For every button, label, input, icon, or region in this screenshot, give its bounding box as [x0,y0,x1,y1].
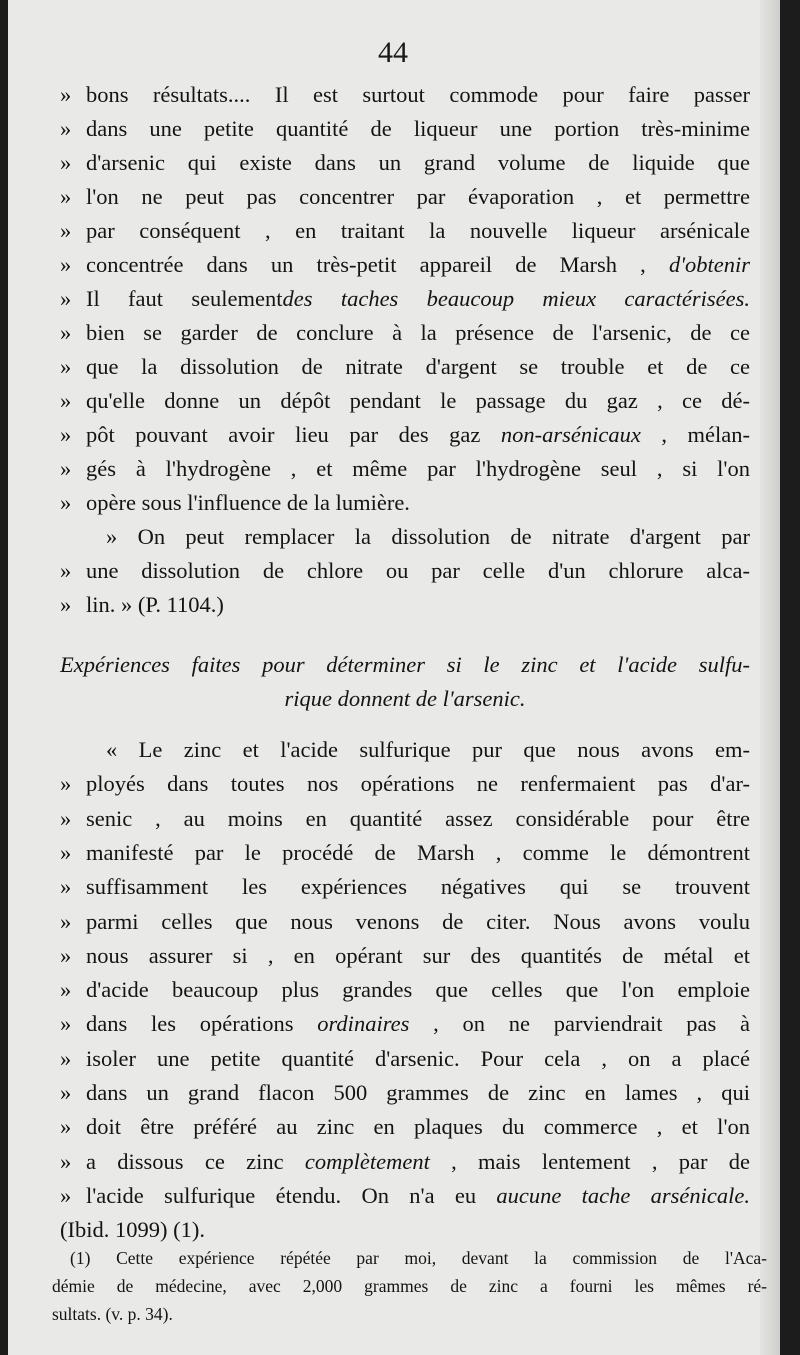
quote-mark: » [60,1114,72,1140]
italic-run: des taches beaucoup mieux caractérisées. [282,286,750,311]
text-run: « Le zinc et l'acide sulfurique pur que nous avons em- [106,737,750,762]
text-run: lin. » (P. 1104.) [86,592,224,617]
quote-mark: » [60,1148,72,1174]
quote-mark: » [60,874,72,900]
text-line [60,182,750,212]
page-number: 44 [378,36,408,69]
quote-mark: » [60,286,72,311]
text-line [60,975,750,1005]
text-run: gés à l'hydrogène , et même par l'hydrogène seul , si l'on [86,456,750,481]
text-run: que la dissolution de nitrate d'argent se trouble et de ce [86,354,750,379]
italic-run: non-arsénicaux [500,422,641,447]
quote-mark: » [60,456,72,481]
line-text [86,1044,750,1074]
quote-mark: » [60,908,72,934]
text-line [60,148,750,178]
line-text [86,872,750,902]
quote-mark: » [60,1080,72,1105]
text-run: opère sous l'influence de la lumière. [86,490,410,515]
line-text [86,352,750,382]
text-run: nous assurer si , en opérant sur des quantités de métal et [86,942,750,968]
quote-mark: » [60,82,72,107]
line-text [86,1147,750,1177]
text-run: suffisamment les expériences négatives qui se trouvent [86,874,750,900]
text-run: dans une petite quantité de liqueur une portion très-minime [86,116,750,141]
line-text [60,1215,750,1245]
line-text [86,216,750,246]
text-run: bons résultats.... Il est surtout commode pour faire passer [86,82,750,107]
text-line [60,1181,750,1211]
text-line [60,216,750,246]
quote-mark: » [60,422,72,447]
footnote-line: démie de médecine, avec 2,000 grammes de zinc a fourni les mêmes ré- [52,1276,767,1296]
line-text [86,148,750,178]
line-text [86,522,750,552]
text-run: dans les opérations [86,1011,318,1037]
line-text [86,1009,750,1039]
line-text [86,284,750,314]
text-line [60,420,750,450]
line-text [86,907,750,937]
quote-mark: » [60,1182,72,1208]
text-run: isoler une petite quantité d'arsenic. Pour cela , on a placé [86,1045,750,1071]
text-run: pôt pouvant avoir lieu par des gaz [86,422,501,447]
text-run: parmi celles que nous venons de citer. Nous avons voulu [86,908,750,934]
quote-mark: » [60,218,72,243]
text-run: d'arsenic qui existe dans un grand volume de liquide que [86,150,750,175]
quote-mark: » [60,116,72,141]
text-run: , mais lentement , par de [429,1148,750,1174]
text-line [60,386,750,416]
text-line [60,1009,750,1039]
line-text [86,80,750,110]
text-run: doit être préféré au zinc en plaques du commerce , et l'on [86,1114,750,1140]
line-text [86,838,750,868]
text-run: qu'elle donne un dépôt pendant le passage du gaz , ce dé- [86,388,750,413]
text-line [60,352,750,382]
quote-mark: » [60,252,72,277]
text-run: manifesté par le procédé de Marsh , comme le démontrent [86,839,750,865]
text-run: senic , au moins en quantité assez considérable pour être [86,805,750,831]
text-line [60,556,750,586]
text-line [60,114,750,144]
quote-mark: » [60,771,72,797]
text-line [60,941,750,971]
quote-mark: » [60,942,72,968]
text-run: concentrée dans un très-petit appareil de Marsh , [86,252,669,277]
text-line [60,80,750,110]
footnote-line: sultats. (v. p. 34). [52,1304,173,1324]
line-text [86,590,750,620]
text-line [60,1078,750,1108]
line-text [86,114,750,144]
text-run: bien se garder de conclure à la présence de l'arsenic, de ce [86,320,750,345]
line-text [86,250,750,280]
book-page [8,0,780,1355]
quote-mark: » [60,184,72,209]
quote-mark: » [60,150,72,175]
text-line [60,735,750,765]
text-run: » On peut remplacer la dissolution de nitrate d'argent par [106,524,750,549]
line-text [86,420,750,450]
text-run: l'on ne peut pas concentrer par évaporation , et permettre [86,184,750,209]
text-line [60,838,750,868]
line-text [86,1078,750,1108]
text-run: , mélan- [640,422,750,447]
quote-mark: » [60,592,72,617]
italic-run: aucune tache arsénicale. [496,1182,751,1208]
text-run: d'acide beaucoup plus grandes que celles que l'on emploie [86,977,750,1003]
line-text [86,735,750,765]
quote-mark: » [60,977,72,1003]
text-run: a dissous ce zinc [86,1148,305,1174]
text-line [60,804,750,834]
italic-run: d'obtenir [668,252,750,277]
text-run: par conséquent , en traitant la nouvelle liqueur arsénicale [86,218,750,243]
text-run: (Ibid. 1099) (1). [60,1217,205,1243]
page-edge-shadow [760,0,780,1355]
text-run: , on ne parviendrait pas à [409,1011,750,1037]
text-line [60,907,750,937]
line-text [86,318,750,348]
line-text [86,386,750,416]
line-text [86,769,750,799]
text-line [60,1215,750,1245]
line-text [86,454,750,484]
italic-run: complètement [304,1148,430,1174]
section-heading-cont: rique donnent de l'arsenic. [284,686,526,711]
line-text [86,1112,750,1142]
text-run: dans un grand flacon 500 grammes de zinc en lames , qui [86,1080,750,1105]
line-text [86,941,750,971]
text-run: Il faut seulement [86,286,283,311]
italic-run: ordinaires [317,1011,410,1037]
line-text [86,488,750,518]
text-run: ployés dans toutes nos opérations ne renfermaient pas d'ar- [86,771,750,797]
text-line [60,1147,750,1177]
text-line [60,522,750,552]
line-text [86,975,750,1005]
line-text [86,1181,750,1211]
line-text [86,182,750,212]
quote-mark: » [60,388,72,413]
text-line [60,769,750,799]
quote-mark: » [60,320,72,345]
text-line [60,318,750,348]
quote-mark: » [60,558,72,583]
text-run: une dissolution de chlore ou par celle d'un chlorure alca- [86,558,750,583]
quote-mark: » [60,1011,72,1037]
text-line [60,590,750,620]
text-line [60,284,750,314]
quote-mark: » [60,354,72,379]
quote-mark: » [60,1045,72,1071]
text-line [60,454,750,484]
quote-mark: » [60,490,72,515]
text-run: l'acide sulfurique étendu. On n'a eu [86,1182,497,1208]
text-line [60,488,750,518]
quote-mark: » [60,839,72,865]
footnote-line: (1) Cette expérience répétée par moi, devant la commission de l'Aca- [70,1248,767,1268]
section-heading: Expériences faites pour déterminer si le zinc et l'acide sulfu- [60,652,750,677]
quote-mark: » [60,805,72,831]
text-line [60,872,750,902]
line-text [86,556,750,586]
text-line [60,1112,750,1142]
line-text [86,804,750,834]
text-line [60,250,750,280]
text-line [60,1044,750,1074]
